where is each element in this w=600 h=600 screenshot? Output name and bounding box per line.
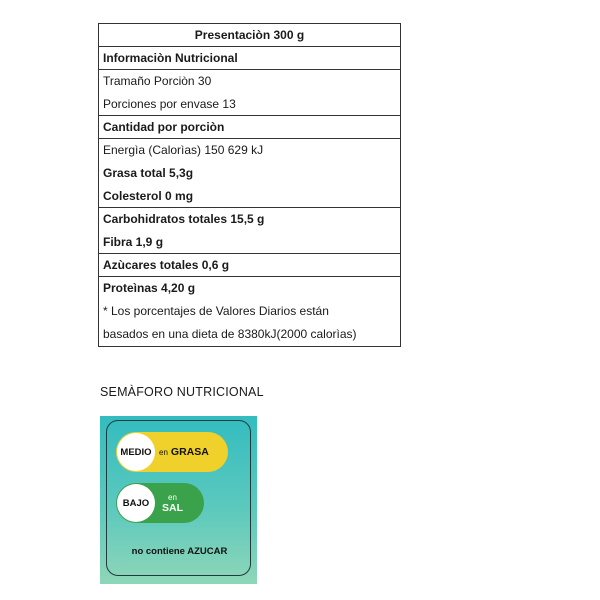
total-sugars-row: Azùcares totales 0,6 g [99,254,400,277]
salt-label: SAL [162,502,183,514]
protein-row: Proteìnas 4,20 g [103,281,196,295]
traffic-light-panel [100,416,257,584]
nutrition-info-header: Informaciòn Nutricional [99,47,400,70]
traffic-light-frame [106,420,251,576]
traffic-light-title: SEMÀFORO NUTRICIONAL [100,385,264,399]
footnote-line-2: basados en una dieta de 8380kJ(2000 calorìas) [103,327,357,341]
energy-row: Energìa (Calorìas) 150 629 kJ [103,143,264,157]
fiber-row: Fibra 1,9 g [99,231,400,254]
carbohydrates-row: Carbohidratos totales 15,5 g [103,212,265,226]
fat-label: GRASA [170,446,209,458]
salt-level-badge [116,483,204,523]
serving-size-row: Tramaño Porciòn 30 [103,74,212,88]
fat-level-badge [116,432,228,472]
presentation-row: Presentaciòn 300 g [99,24,400,47]
salt-label-group [162,493,183,513]
cholesterol-row: Colesterol 0 mg [99,185,400,208]
salt-level-circle [117,484,155,522]
fat-level-circle [117,433,155,471]
salt-prefix: en [168,493,177,502]
amount-per-serving-header: Cantidad por porciòn [99,116,400,139]
total-fat-row: Grasa total 5,3g [103,166,194,180]
salt-level-text: BAJO [122,497,150,509]
fat-label-group [159,446,209,458]
footnote-line-1: * Los porcentajes de Valores Diarios están [103,304,329,318]
nutrition-facts-table [98,23,401,347]
fat-prefix: en [159,447,168,457]
servings-per-container-row: Porciones por envase 13 [99,93,400,116]
sugar-notice: no contiene AZUCAR [131,546,228,557]
fat-level-text: MEDIO [120,446,152,458]
